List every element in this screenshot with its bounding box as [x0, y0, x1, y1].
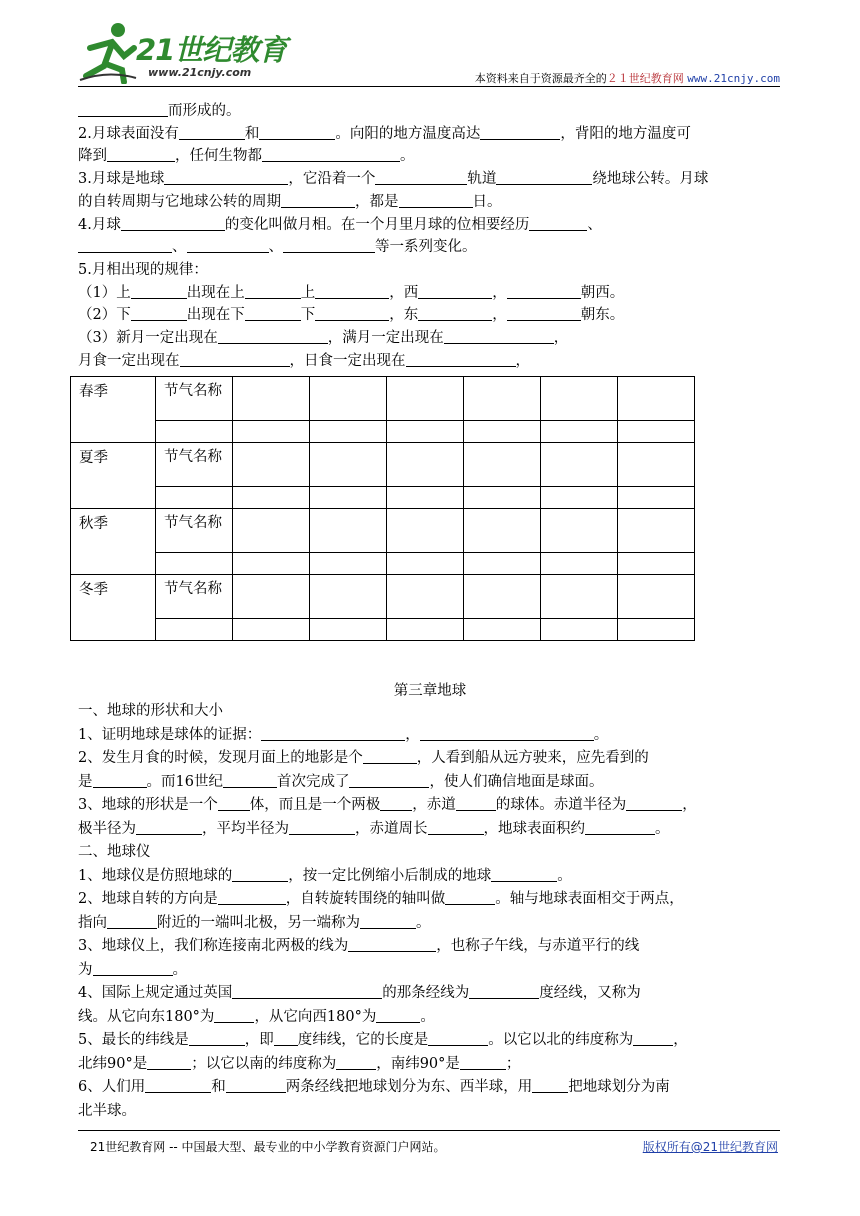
text: ，	[682, 797, 697, 813]
text: ，	[553, 330, 569, 347]
table-cell[interactable]	[618, 575, 695, 619]
text: ；	[505, 1055, 521, 1072]
blank[interactable]	[261, 725, 405, 741]
blank[interactable]	[274, 1030, 298, 1046]
text: 朝西。	[580, 284, 625, 301]
blank[interactable]	[136, 819, 202, 835]
table-cell[interactable]	[541, 553, 618, 575]
header-note	[475, 70, 780, 86]
text: 、	[268, 239, 283, 256]
text: 为	[78, 961, 93, 978]
blank[interactable]	[496, 169, 592, 185]
blank[interactable]	[418, 305, 492, 321]
text: 度经线，又称为	[539, 985, 641, 1001]
text: 首次完成了	[276, 773, 350, 790]
text: 。向阳的地方温度高达	[335, 125, 481, 142]
table-cell[interactable]	[618, 487, 695, 509]
text: 出现在下	[186, 307, 245, 324]
blank[interactable]	[78, 101, 168, 117]
table-cell[interactable]	[233, 619, 310, 641]
blank[interactable]	[245, 305, 301, 321]
blank[interactable]	[131, 283, 187, 299]
blank[interactable]	[232, 983, 382, 999]
blank[interactable]	[444, 328, 554, 344]
table-cell[interactable]	[233, 553, 310, 575]
table-cell[interactable]	[464, 421, 541, 443]
text: ，使人们确信地面是球面。	[429, 773, 604, 790]
blank[interactable]	[259, 124, 335, 140]
text: （1）上	[78, 284, 131, 301]
term-label-cell: 节气名称	[156, 575, 233, 619]
table-cell[interactable]	[156, 487, 233, 509]
blank[interactable]	[214, 1007, 254, 1023]
text: 的变化叫做月相。在一个月里月球的位相要经历	[224, 216, 530, 233]
blank[interactable]	[232, 866, 288, 882]
text: 的那条经线为	[382, 985, 470, 1001]
table-cell[interactable]	[464, 487, 541, 509]
blank[interactable]	[189, 1030, 245, 1046]
blank[interactable]	[428, 1030, 488, 1046]
table-cell[interactable]	[310, 487, 387, 509]
text: ，都是	[355, 193, 399, 210]
text: 、	[172, 239, 187, 256]
text: 3、地球的形状是一个	[78, 797, 218, 813]
q-line	[78, 1029, 782, 1053]
text: 和	[211, 1079, 226, 1095]
table-cell[interactable]	[541, 575, 618, 619]
text: 的自转周期与它地球公转的周期	[78, 193, 281, 210]
q-line	[78, 1100, 782, 1124]
q-line	[78, 1006, 782, 1030]
table-row	[71, 421, 695, 443]
q-line	[78, 818, 782, 842]
blank[interactable]	[283, 237, 375, 253]
blank[interactable]	[460, 1054, 506, 1070]
table-cell[interactable]	[156, 421, 233, 443]
text: ，南纬90°是	[376, 1055, 460, 1072]
text: 2、发生月食的时候，发现月面上的地影是个	[78, 750, 363, 766]
section-heading: 二、地球仪	[78, 844, 151, 860]
header-note-url[interactable]: www.21cnjy.com	[687, 72, 780, 85]
text: 。而16世纪	[146, 773, 223, 790]
text: ，从它向西180°为	[254, 1008, 377, 1025]
blank[interactable]	[315, 305, 389, 321]
text: （3）新月一定出现在	[78, 330, 218, 347]
chapter-title: 第三章地球	[393, 683, 467, 699]
table-row	[71, 487, 695, 509]
text: 出现在上	[186, 284, 245, 301]
blank[interactable]	[507, 305, 581, 321]
table-cell[interactable]	[310, 443, 387, 487]
logo-url: www.21cnjy.com	[148, 66, 252, 79]
text: 日。	[472, 193, 502, 210]
q-line	[78, 724, 782, 748]
text: ，日食一定出现在	[289, 352, 406, 369]
table-cell[interactable]	[310, 377, 387, 421]
q-line	[78, 1053, 782, 1077]
text: 。	[416, 914, 431, 931]
blank[interactable]	[428, 819, 484, 835]
blank[interactable]	[107, 913, 157, 929]
table-cell[interactable]	[464, 443, 541, 487]
line-11	[78, 350, 786, 373]
copyright-link[interactable]: 版权所有@21世纪教育网	[642, 1140, 778, 1154]
blank[interactable]	[93, 772, 147, 788]
text: 和	[244, 125, 260, 142]
text: 1、证明地球是球体的证据：	[78, 726, 262, 743]
text: 上	[300, 284, 316, 301]
table-row	[71, 377, 695, 421]
table-cell[interactable]	[156, 619, 233, 641]
text: ，西	[389, 284, 419, 301]
text: 两条经线把地球划分为东、西半球，用	[285, 1079, 533, 1095]
text: 北纬90°是	[78, 1055, 148, 1072]
table-cell[interactable]	[464, 377, 541, 421]
blank[interactable]	[336, 1054, 376, 1070]
table-cell[interactable]	[387, 421, 464, 443]
text: ，地球表面积约	[483, 820, 585, 837]
blank[interactable]	[147, 1054, 191, 1070]
table-row	[71, 509, 695, 553]
text: ，任何生物都	[175, 148, 262, 165]
header-note-prefix: 本资料来自于资源最齐全的	[474, 72, 607, 85]
blank[interactable]	[585, 819, 655, 835]
table-cell[interactable]	[387, 377, 464, 421]
text: 1、地球仪是仿照地球的	[78, 867, 233, 884]
blank[interactable]	[399, 192, 473, 208]
text: 是	[78, 773, 93, 790]
line-0	[78, 100, 786, 123]
line-1	[78, 123, 786, 146]
text: ，满月一定出现在	[327, 330, 444, 347]
solar-terms-table	[70, 376, 695, 641]
text: ，自转旋转围绕的轴叫做	[285, 891, 446, 907]
table-cell[interactable]	[387, 509, 464, 553]
blank[interactable]	[93, 960, 173, 976]
blank[interactable]	[420, 725, 594, 741]
text: 附近的一端叫北极，另一端称为	[157, 914, 360, 931]
table-cell[interactable]	[618, 619, 695, 641]
table-cell[interactable]	[233, 377, 310, 421]
blank[interactable]	[633, 1030, 673, 1046]
blank[interactable]	[532, 1077, 568, 1093]
blank[interactable]	[245, 283, 301, 299]
table-cell[interactable]	[310, 553, 387, 575]
text: 6、人们用	[78, 1079, 146, 1095]
header-divider	[78, 86, 780, 87]
table-cell[interactable]	[464, 509, 541, 553]
text: 3.月球是地球	[78, 171, 165, 188]
line-9	[78, 304, 786, 327]
table-cell[interactable]	[541, 509, 618, 553]
table-cell[interactable]	[541, 487, 618, 509]
text: ，	[673, 1032, 688, 1048]
blank[interactable]	[226, 1077, 286, 1093]
table-cell[interactable]	[464, 553, 541, 575]
blank[interactable]	[456, 795, 496, 811]
text: ，	[515, 352, 530, 369]
blank[interactable]	[363, 748, 417, 764]
blank[interactable]	[529, 215, 587, 231]
text: 线。从它向东180°为	[78, 1008, 215, 1025]
text: 2、地球自转的方向是	[78, 891, 218, 907]
text: 、	[587, 216, 602, 233]
moon-section	[78, 100, 786, 372]
text: 5、最长的纬线是	[78, 1032, 189, 1048]
section-heading: 一、地球的形状和大小	[78, 703, 223, 719]
table-cell[interactable]	[618, 509, 695, 553]
table-cell[interactable]	[541, 377, 618, 421]
text: ，背阳的地方温度可	[560, 125, 691, 142]
text: ，赤道周长	[355, 820, 428, 837]
blank[interactable]	[418, 283, 492, 299]
table-cell[interactable]	[464, 619, 541, 641]
term-label-cell: 节气名称	[156, 443, 233, 487]
table-cell[interactable]	[618, 553, 695, 575]
table-cell[interactable]	[310, 421, 387, 443]
text: 的球体。赤道半径为	[495, 797, 627, 813]
season-cell: 秋季	[71, 509, 156, 575]
table-cell[interactable]	[233, 575, 310, 619]
season-cell: 夏季	[71, 443, 156, 509]
text: 度纬线，它的长度是	[297, 1032, 429, 1048]
footer-divider	[78, 1130, 780, 1131]
blank[interactable]	[187, 237, 269, 253]
blank[interactable]	[164, 169, 288, 185]
blank[interactable]	[349, 772, 429, 788]
blank[interactable]	[626, 795, 682, 811]
q-line	[78, 912, 782, 936]
text: 降到	[78, 148, 107, 165]
blank[interactable]	[218, 889, 286, 905]
term-label-cell: 节气名称	[156, 377, 233, 421]
q-line	[78, 888, 782, 912]
q-line	[78, 747, 782, 771]
table-cell[interactable]	[156, 553, 233, 575]
blank[interactable]	[223, 772, 277, 788]
text: ，赤道	[412, 797, 456, 813]
text: ，平均半径为	[202, 820, 289, 837]
q-line	[78, 865, 782, 889]
text: ，	[492, 284, 507, 301]
blank[interactable]	[348, 936, 436, 952]
blank[interactable]	[406, 351, 516, 367]
text: 2.月球表面没有	[78, 125, 179, 142]
blank[interactable]	[491, 866, 557, 882]
blank[interactable]	[445, 889, 495, 905]
logo-text: 21世纪教育	[136, 33, 287, 67]
text: ，	[405, 726, 420, 743]
table-cell[interactable]	[387, 553, 464, 575]
q-line	[78, 1076, 782, 1100]
table-cell[interactable]	[464, 575, 541, 619]
q-line	[78, 935, 782, 959]
table-cell[interactable]	[387, 443, 464, 487]
text: 。	[172, 961, 187, 978]
line-3	[78, 168, 786, 191]
q-line	[78, 959, 782, 983]
text: 下	[300, 307, 316, 324]
blank[interactable]	[380, 795, 412, 811]
text: 等一系列变化。	[375, 239, 477, 256]
text: 。	[593, 726, 609, 743]
text: 。	[655, 820, 670, 837]
text: ；以它以南的纬度称为	[191, 1055, 337, 1072]
blank[interactable]	[180, 351, 290, 367]
table-cell[interactable]	[233, 421, 310, 443]
blank[interactable]	[218, 328, 328, 344]
text: 把地球划分为南	[568, 1079, 670, 1095]
line-4	[78, 191, 786, 214]
table-cell[interactable]	[233, 509, 310, 553]
table-row	[71, 619, 695, 641]
text: ，它沿着一个	[288, 171, 376, 188]
text: 。以它以北的纬度称为	[488, 1032, 634, 1048]
text: 5.月相出现的规律：	[78, 261, 208, 278]
table-cell[interactable]	[618, 443, 695, 487]
table-cell[interactable]	[618, 421, 695, 443]
text: 而形成的。	[168, 103, 241, 119]
blank[interactable]	[376, 1007, 420, 1023]
text: 轨道	[467, 171, 497, 188]
text: 绕地球公转。月球	[592, 171, 709, 188]
text: 4.月球	[78, 216, 121, 233]
footer-text: 21世纪教育网 -- 中国最大型、最专业的中小学教育资源门户网站。	[90, 1140, 446, 1154]
blank[interactable]	[315, 283, 389, 299]
season-cell: 春季	[71, 377, 156, 443]
text: 。	[400, 148, 415, 165]
page-header	[78, 18, 780, 86]
text: 北半球。	[78, 1102, 136, 1119]
term-label-cell: 节气名称	[156, 509, 233, 553]
q-line	[78, 982, 782, 1006]
text: 。	[420, 1008, 435, 1025]
text: 。	[557, 867, 572, 884]
blank[interactable]	[375, 169, 467, 185]
table-row	[71, 443, 695, 487]
blank[interactable]	[281, 192, 355, 208]
blank[interactable]	[107, 146, 175, 162]
text: ，	[492, 307, 507, 324]
text: 体，而且是一个两极	[249, 797, 381, 813]
table-cell[interactable]	[618, 377, 695, 421]
text: 4、国际上规定通过英国	[78, 985, 233, 1001]
text: 。轴与地球表面相交于两点，	[495, 891, 684, 907]
line-7	[78, 259, 786, 282]
blank[interactable]	[121, 215, 225, 231]
blank[interactable]	[480, 124, 560, 140]
text: ，按一定比例缩小后制成的地球	[288, 867, 492, 884]
table-cell[interactable]	[310, 575, 387, 619]
text: 月食一定出现在	[78, 352, 180, 369]
table-cell[interactable]	[310, 509, 387, 553]
blank[interactable]	[145, 1077, 211, 1093]
text: 朝东。	[580, 307, 625, 324]
line-10	[78, 327, 786, 350]
table-cell[interactable]	[387, 619, 464, 641]
line-2	[78, 145, 786, 168]
season-cell: 冬季	[71, 575, 156, 641]
blank[interactable]	[131, 305, 187, 321]
header-note-site: ２１世纪教育网	[606, 72, 684, 85]
runner-logo-icon	[78, 18, 138, 84]
table-row	[71, 575, 695, 619]
text: ，东	[389, 307, 419, 324]
text: ，也称子午线，与赤道平行的线	[436, 938, 640, 954]
table-cell[interactable]	[387, 575, 464, 619]
text: 指向	[78, 914, 107, 931]
line-5	[78, 214, 786, 237]
blank[interactable]	[469, 983, 539, 999]
text: 极半径为	[78, 820, 136, 837]
blank[interactable]	[289, 819, 355, 835]
table-cell[interactable]	[233, 487, 310, 509]
blank[interactable]	[78, 237, 172, 253]
text: （2）下	[78, 307, 131, 324]
line-6	[78, 236, 786, 259]
blank[interactable]	[360, 913, 416, 929]
table-cell[interactable]	[541, 443, 618, 487]
table-cell[interactable]	[310, 619, 387, 641]
table-cell[interactable]	[541, 421, 618, 443]
table-cell[interactable]	[387, 487, 464, 509]
table-cell[interactable]	[541, 619, 618, 641]
text: ，人看到船从远方驶来，应先看到的	[416, 750, 649, 766]
text: 3、地球仪上，我们称连接南北两极的线为	[78, 938, 349, 954]
text: ，即	[244, 1032, 274, 1048]
blank[interactable]	[218, 795, 250, 811]
q-line	[78, 771, 782, 795]
table-row	[71, 553, 695, 575]
table-cell[interactable]	[233, 443, 310, 487]
logo	[78, 18, 288, 86]
line-8	[78, 282, 786, 305]
q-line	[78, 794, 782, 818]
blank[interactable]	[507, 283, 581, 299]
earth-section	[78, 700, 782, 1123]
blank[interactable]	[262, 146, 400, 162]
blank[interactable]	[179, 124, 245, 140]
